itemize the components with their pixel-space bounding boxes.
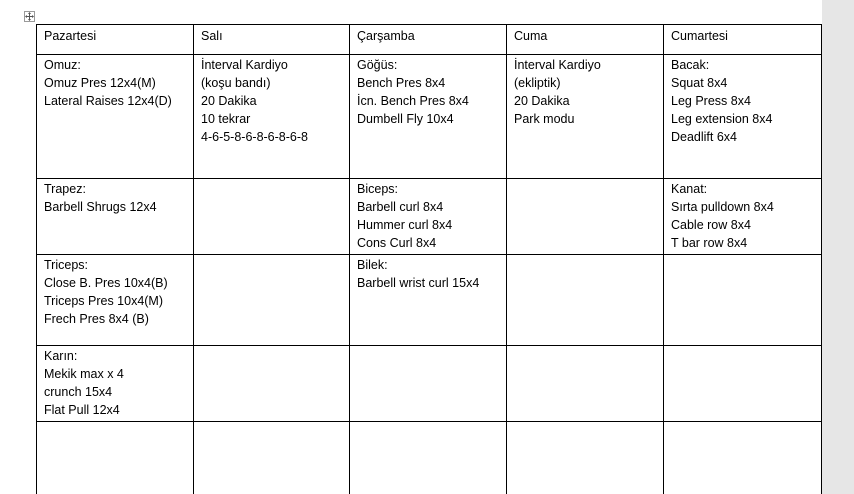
cell-text-line: İnterval Kardiyo bbox=[514, 58, 601, 72]
cell-text-line: Barbell curl 8x4 bbox=[357, 200, 444, 214]
header-label: Cuma bbox=[514, 29, 548, 43]
cell-text-line: Squat 8x4 bbox=[671, 76, 728, 90]
table-cell-carsamba[interactable] bbox=[350, 346, 507, 422]
cell-text-line: Barbell wrist curl 15x4 bbox=[357, 276, 480, 290]
table-cell-carsamba[interactable] bbox=[350, 179, 507, 255]
table-cell-cuma[interactable] bbox=[507, 179, 664, 255]
cell-text-line: Cable row 8x4 bbox=[671, 218, 751, 232]
table-cell-sali[interactable] bbox=[194, 255, 350, 346]
cell-text-line: Frech Pres 8x4 (B) bbox=[44, 312, 149, 326]
table-cell-cuma[interactable] bbox=[507, 422, 664, 494]
cell-text-line: Bench Pres 8x4 bbox=[357, 76, 446, 90]
table-cell-pazartesi[interactable] bbox=[37, 255, 194, 346]
cell-text-line: Dumbell Fly 10x4 bbox=[357, 112, 454, 126]
table-move-handle-icon[interactable] bbox=[24, 11, 35, 22]
cell-text-line: 10 tekrar bbox=[201, 112, 251, 126]
table-cell-carsamba[interactable] bbox=[350, 255, 507, 346]
table-cell-pazartesi[interactable] bbox=[37, 179, 194, 255]
header-cell-sali[interactable] bbox=[194, 25, 350, 55]
cell-text-line: Leg Press 8x4 bbox=[671, 94, 751, 108]
cell-text-line: Deadlift 6x4 bbox=[671, 130, 738, 144]
cell-text-line: Omuz Pres 12x4(M) bbox=[44, 76, 156, 90]
cell-text-line: 4-6-5-8-6-8-6-8-6-8 bbox=[201, 130, 308, 144]
table-row bbox=[37, 422, 822, 494]
cell-text-line: Triceps: bbox=[44, 258, 88, 272]
table-cell-cumartesi[interactable] bbox=[664, 55, 822, 179]
cell-text-line: Mekik max x 4 bbox=[44, 367, 124, 381]
table-row bbox=[37, 179, 822, 255]
header-cell-carsamba[interactable] bbox=[350, 25, 507, 55]
table-cell-cumartesi[interactable] bbox=[664, 346, 822, 422]
table-cell-sali[interactable] bbox=[194, 422, 350, 494]
cell-text-line: Trapez: bbox=[44, 182, 86, 196]
header-label: Salı bbox=[201, 29, 223, 43]
cell-text-line: Sırta pulldown 8x4 bbox=[671, 200, 774, 214]
cell-text-line: Bilek: bbox=[357, 258, 388, 272]
cell-text-line: Cons Curl 8x4 bbox=[357, 236, 437, 250]
table-cell-pazartesi[interactable] bbox=[37, 55, 194, 179]
cell-text-line: (ekliptik) bbox=[514, 76, 561, 90]
cell-text-line: İnterval Kardiyo bbox=[201, 58, 288, 72]
table-cell-cuma[interactable] bbox=[507, 255, 664, 346]
table-row bbox=[37, 55, 822, 179]
table-cell-cumartesi[interactable] bbox=[664, 255, 822, 346]
header-cell-cuma[interactable] bbox=[507, 25, 664, 55]
workout-schedule-table[interactable] bbox=[36, 24, 822, 494]
table-cell-sali[interactable] bbox=[194, 55, 350, 179]
cell-text-line: Omuz: bbox=[44, 58, 81, 72]
cell-text-line: T bar row 8x4 bbox=[671, 236, 748, 250]
cell-text-line: crunch 15x4 bbox=[44, 385, 113, 399]
table-cell-cumartesi[interactable] bbox=[664, 422, 822, 494]
cell-text-line: 20 Dakika bbox=[514, 94, 570, 108]
table-cell-carsamba[interactable] bbox=[350, 55, 507, 179]
cell-text-line: Close B. Pres 10x4(B) bbox=[44, 276, 168, 290]
table-cell-cuma[interactable] bbox=[507, 55, 664, 179]
header-label: Pazartesi bbox=[44, 29, 97, 43]
table-cell-pazartesi[interactable] bbox=[37, 346, 194, 422]
table-header-row bbox=[37, 25, 822, 55]
table-cell-sali[interactable] bbox=[194, 179, 350, 255]
table-cell-cuma[interactable] bbox=[507, 346, 664, 422]
header-cell-pazartesi[interactable] bbox=[37, 25, 194, 55]
table-row bbox=[37, 255, 822, 346]
cell-text-line: Göğüs: bbox=[357, 58, 398, 72]
cell-text-line: Biceps: bbox=[357, 182, 398, 196]
cell-text-line: Barbell Shrugs 12x4 bbox=[44, 200, 157, 214]
cell-text-line: Triceps Pres 10x4(M) bbox=[44, 294, 164, 308]
cell-text-line: Bacak: bbox=[671, 58, 710, 72]
table-cell-carsamba[interactable] bbox=[350, 422, 507, 494]
cell-text-line: Leg extension 8x4 bbox=[671, 112, 773, 126]
table-cell-pazartesi[interactable] bbox=[37, 422, 194, 494]
cell-text-line: Lateral Raises 12x4(D) bbox=[44, 94, 172, 108]
header-label: Çarşamba bbox=[357, 29, 415, 43]
cell-text-line: Kanat: bbox=[671, 182, 708, 196]
table-body bbox=[37, 25, 822, 494]
header-label: Cumartesi bbox=[671, 29, 728, 43]
cell-text-line: Karın: bbox=[44, 349, 78, 363]
table-cell-cumartesi[interactable] bbox=[664, 179, 822, 255]
cell-text-line: İcn. Bench Pres 8x4 bbox=[357, 94, 469, 108]
cell-text-line: Park modu bbox=[514, 112, 575, 126]
header-cell-cumartesi[interactable] bbox=[664, 25, 822, 55]
cell-text-line: Flat Pull 12x4 bbox=[44, 403, 120, 417]
cell-text-line: Hummer curl 8x4 bbox=[357, 218, 453, 232]
table-row bbox=[37, 346, 822, 422]
table-cell-sali[interactable] bbox=[194, 346, 350, 422]
cell-text-line: 20 Dakika bbox=[201, 94, 257, 108]
cell-text-line: (koşu bandı) bbox=[201, 76, 271, 90]
